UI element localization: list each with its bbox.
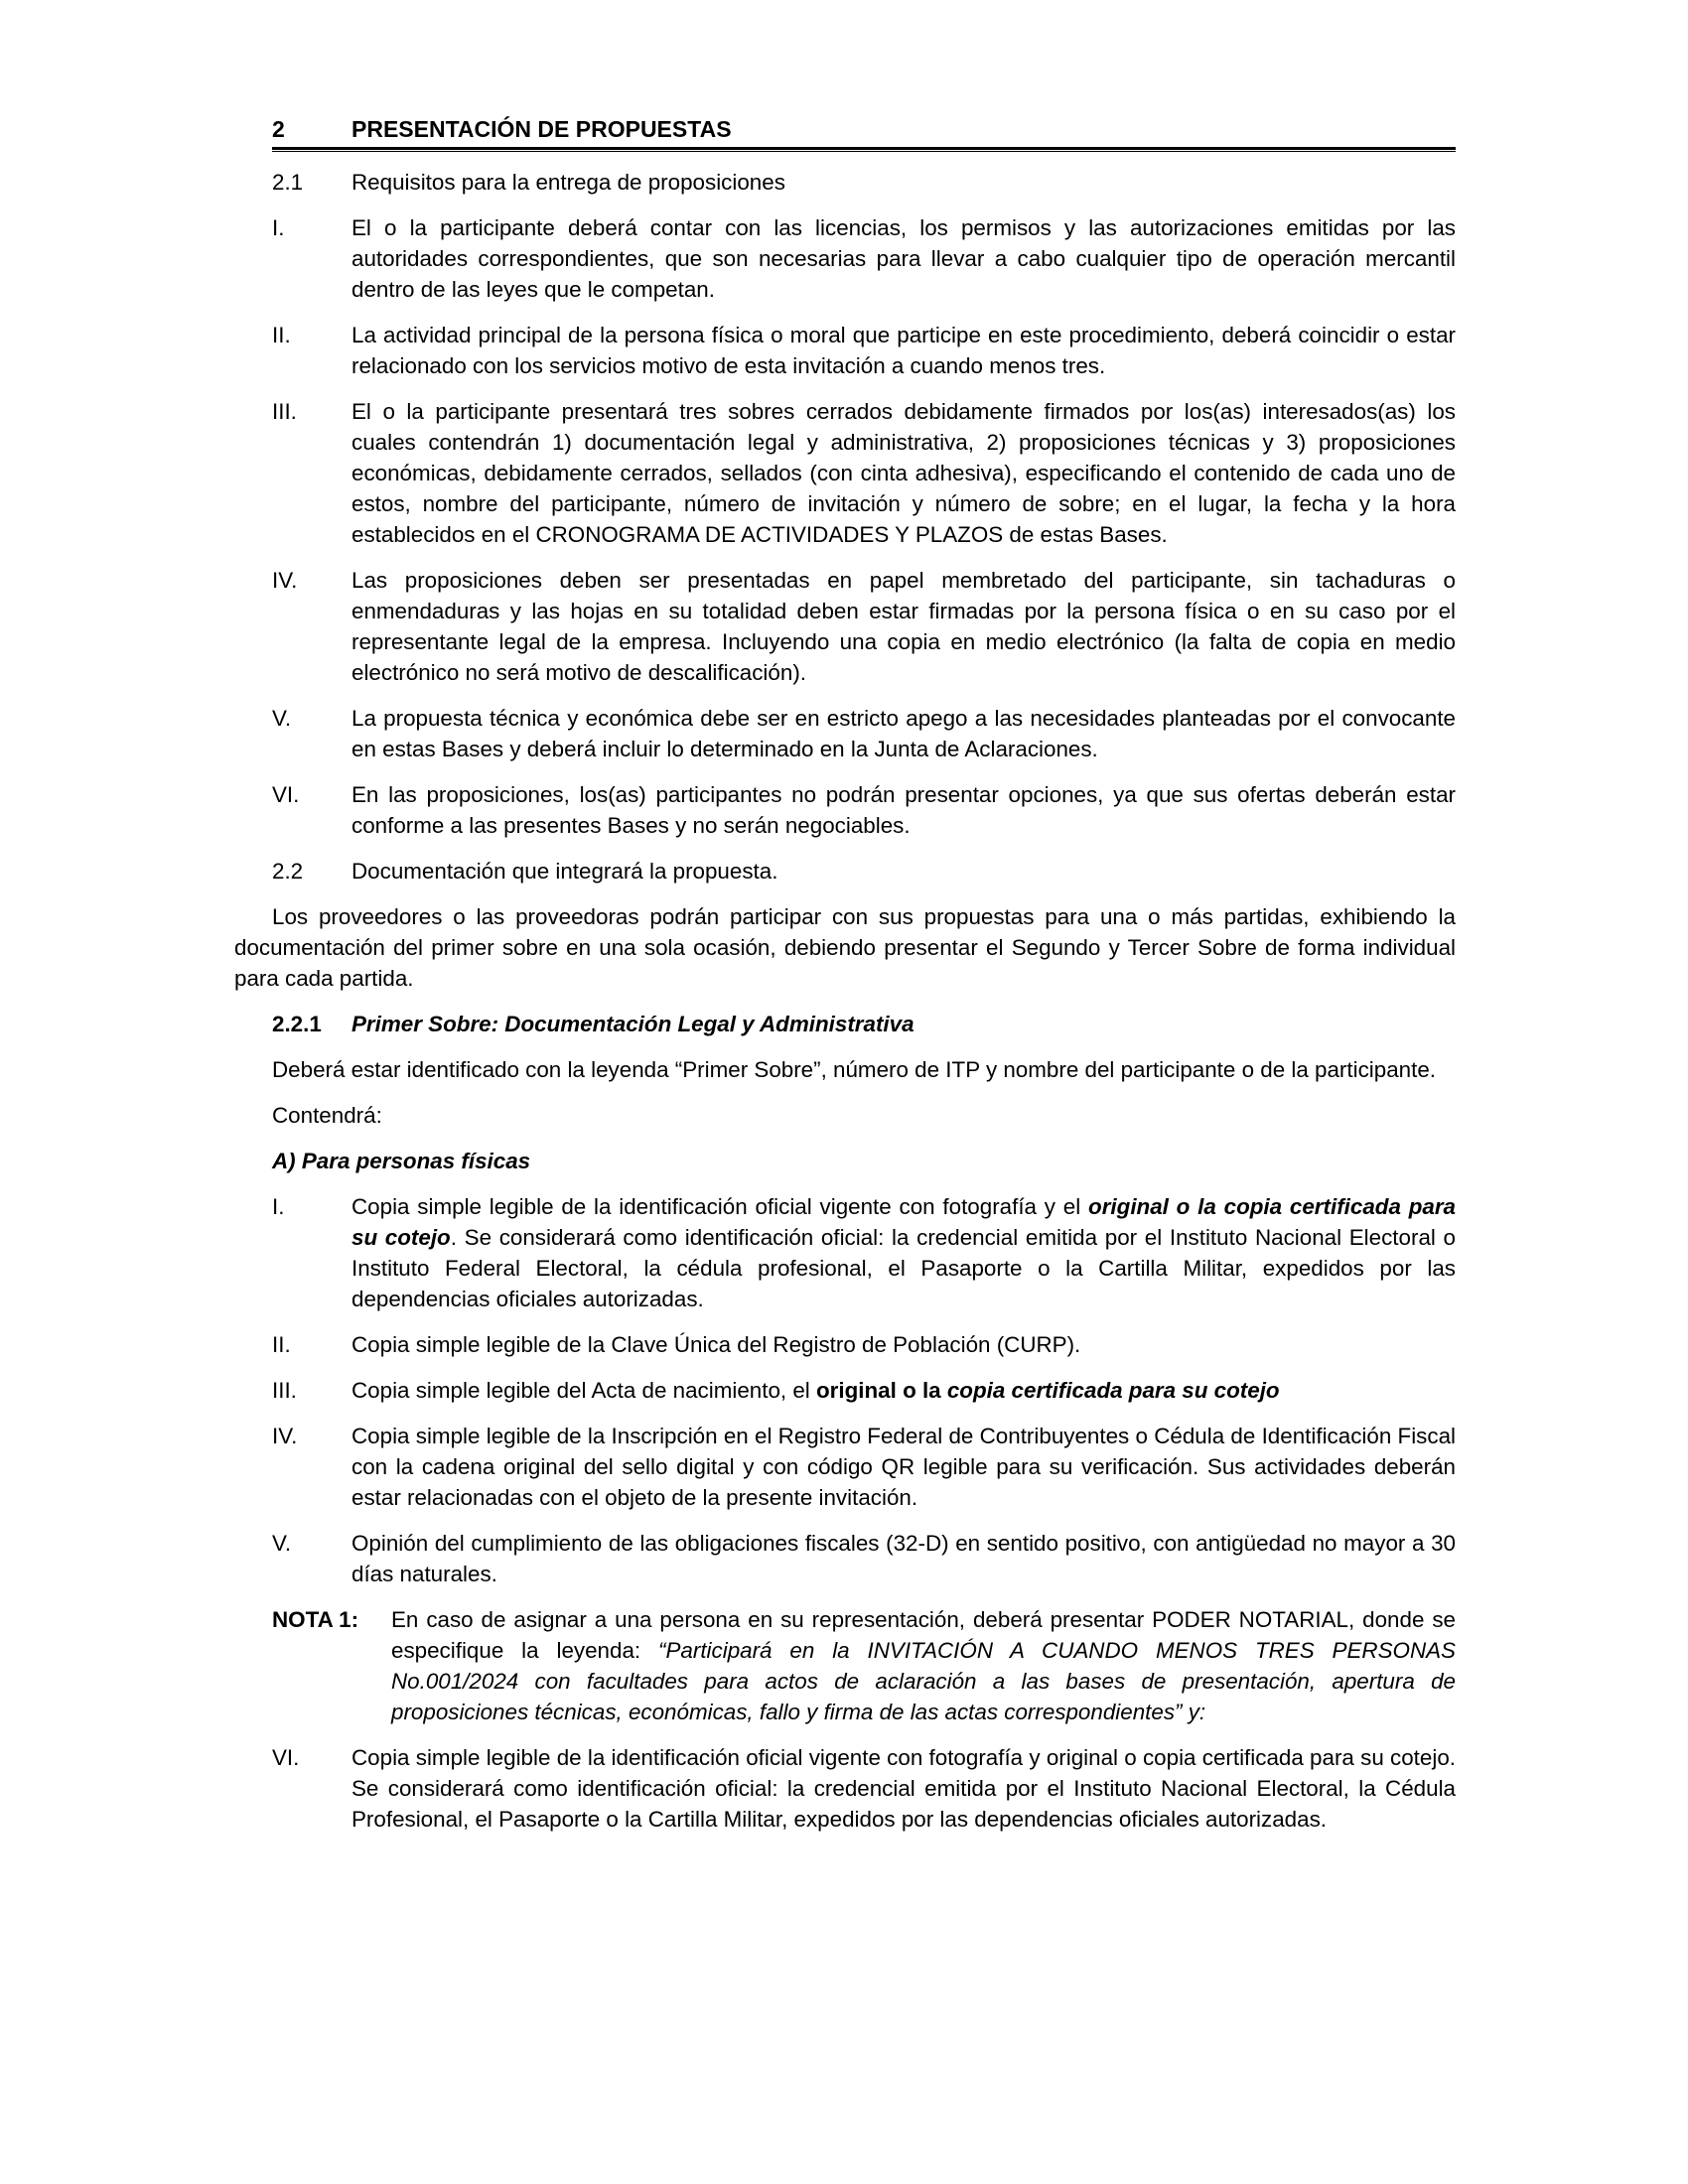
- list-item: [234, 1528, 1456, 1589]
- item-text: La propuesta técnica y económica debe ser en estricto apego a las necesidades planteadas por el convocante en estas Bases y deberá incluir lo determinado en la Junta de Aclaraciones.: [352, 706, 1456, 761]
- item-label: III.: [272, 1378, 297, 1403]
- subsection-title: Primer Sobre: Documentación Legal y Administrativa: [352, 1012, 914, 1036]
- subsection-number: 2.2.1: [272, 1012, 322, 1036]
- list-item: [234, 1375, 1456, 1406]
- note-item: [234, 1604, 1456, 1727]
- item-text: [352, 1191, 1456, 1314]
- item-text-emphasis: original o la copia certificada para su cotejo: [352, 1194, 1456, 1250]
- item-text: La actividad principal de la persona física o moral que participe en este procedimiento, deberá coincidir o estar relacionado con los servicios motivo de esta invitación a cuando menos tres.: [352, 323, 1456, 378]
- subsection-number: 2.2: [272, 859, 304, 884]
- subsection-title: Requisitos para la entrega de proposiciones: [352, 170, 785, 195]
- item-label: II.: [272, 323, 291, 347]
- section-heading: [272, 116, 1456, 143]
- item-text: Copia simple legible de la Clave Única del Registro de Población (CURP).: [352, 1332, 1081, 1357]
- note-label: NOTA 1:: [272, 1607, 359, 1632]
- list-item: [234, 779, 1456, 841]
- list-item: [234, 565, 1456, 688]
- list-item: [234, 1191, 1456, 1314]
- item-label: V.: [272, 706, 292, 731]
- list-item: [234, 1742, 1456, 1835]
- list-item: [234, 212, 1456, 305]
- item-text: Las proposiciones deben ser presentadas en papel membretado del participante, sin tachaduras o enmendaduras y las hojas en su totalidad deben estar firmadas por la persona física o en su caso por el representante legal de la empresa. Incluyendo una copia en medio electrónico (la falta de copia en medio electrónico no será motivo de descalificación).: [352, 568, 1456, 685]
- paragraph: Los proveedores o las proveedoras podrán participar con sus propuestas para una o más partidas, exhibiendo la documentación del primer sobre en una sola ocasión, debiendo presentar el Segundo y Tercer Sobre de forma individual para cada partida.: [234, 904, 1456, 991]
- item-label: IV.: [272, 1424, 298, 1448]
- item-label: VI.: [272, 1745, 300, 1770]
- item-text: Copia simple legible de la identificación oficial vigente con fotografía y original o copia certificada para su cotejo. Se considerará como identificación oficial: la credencial emitida por el Instituto Nacional Electoral, la Cédula Profesional, el Pasaporte o la Cartilla Militar, expedidos por las dependencias oficiales autorizadas.: [352, 1745, 1456, 1832]
- item-text-emphasis: copia certificada para su cotejo: [946, 1378, 1280, 1403]
- section-title: PRESENTACIÓN DE PROPUESTAS: [352, 116, 732, 142]
- item-label: I.: [272, 215, 285, 240]
- contendra-label: Contendrá:: [272, 1103, 382, 1128]
- note-text-part: En caso de asignar a una persona en su representación, deberá presentar PODER NOTARIAL, donde se especifique la leyenda:: [391, 1607, 1456, 1663]
- item-label: II.: [272, 1332, 291, 1357]
- item-label: IV.: [272, 568, 298, 593]
- list-item: [234, 320, 1456, 381]
- item-text-part: Copia simple legible de la identificación oficial vigente con fotografía y el: [352, 1194, 1089, 1219]
- document-body: [234, 167, 1456, 1849]
- item-label: I.: [272, 1194, 285, 1219]
- item-text: Opinión del cumplimiento de las obligaciones fiscales (32-D) en sentido positivo, con antigüedad no mayor a 30 días naturales.: [352, 1531, 1456, 1586]
- subsection-2-2-1-heading: [234, 1009, 1456, 1039]
- item-text: [352, 1375, 1456, 1406]
- item-text: El o la participante deberá contar con las licencias, los permisos y las autorizaciones emitidas por las autoridades correspondientes, que son necesarias para llevar a cabo cualquier tipo de operación mercantil dentro de las leyes que le competan.: [352, 215, 1456, 302]
- section-number: 2: [272, 116, 285, 142]
- item-text-emphasis: original o la: [815, 1378, 947, 1403]
- item-text-part: Copia simple legible del Acta de nacimiento, el: [352, 1378, 816, 1403]
- item-text: El o la participante presentará tres sobres cerrados debidamente firmados por los(as) interesados(as) los cuales contendrán 1) documentación legal y administrativa, 2) proposiciones técnicas y 3) proposiciones económicas, debidamente cerrados, sellados (con cinta adhesiva), especificando el contenido de cada uno de estos, nombre del participante, número de invitación y número de sobre; en el lugar, la fecha y la hora establecidos en el CRONOGRAMA DE ACTIVIDADES Y PLAZOS de estas Bases.: [352, 399, 1456, 547]
- subsection-2-1-heading: [234, 167, 1456, 198]
- item-text: Copia simple legible de la Inscripción en el Registro Federal de Contribuyentes o Cédula de Identificación Fiscal con la cadena original del sello digital y con código QR legible para su verificación. Sus actividades deberán estar relacionadas con el objeto de la presente invitación.: [352, 1424, 1456, 1510]
- list-item: [234, 1421, 1456, 1513]
- note-text: [391, 1604, 1456, 1727]
- subheading-personas-fisicas: A) Para personas físicas: [272, 1149, 531, 1173]
- item-label: VI.: [272, 782, 300, 807]
- item-text-part: . Se considerará como identificación oficial: la credencial emitida por el Instituto Nacional Electoral o Instituto Federal Electoral, la cédula profesional, el Pasaporte o la Cartilla Militar, expedidos por las dependencias oficiales autorizadas.: [352, 1225, 1456, 1311]
- item-text: En las proposiciones, los(as) participantes no podrán presentar opciones, ya que sus ofertas deberán estar conforme a las presentes Bases y no serán negociables.: [352, 782, 1456, 838]
- subsection-title: Documentación que integrará la propuesta.: [352, 859, 778, 884]
- paragraph: Deberá estar identificado con la leyenda “Primer Sobre”, número de ITP y nombre del participante o de la participante.: [272, 1057, 1436, 1082]
- item-label: III.: [272, 399, 297, 424]
- list-item: [234, 703, 1456, 764]
- item-label: V.: [272, 1531, 292, 1556]
- list-item: [234, 1329, 1456, 1360]
- subsection-2-2-heading: [234, 856, 1456, 887]
- heading-divider: [272, 147, 1456, 152]
- note-quote: “Participará en la INVITACIÓN A CUANDO MENOS TRES PERSONAS No.001/2024 con facultades para actos de aclaración a las bases de presentación, apertura de proposiciones técnicas, económicas, fallo y firma de las actas correspondientes” y:: [391, 1638, 1456, 1724]
- list-item: [234, 396, 1456, 550]
- subsection-number: 2.1: [272, 170, 304, 195]
